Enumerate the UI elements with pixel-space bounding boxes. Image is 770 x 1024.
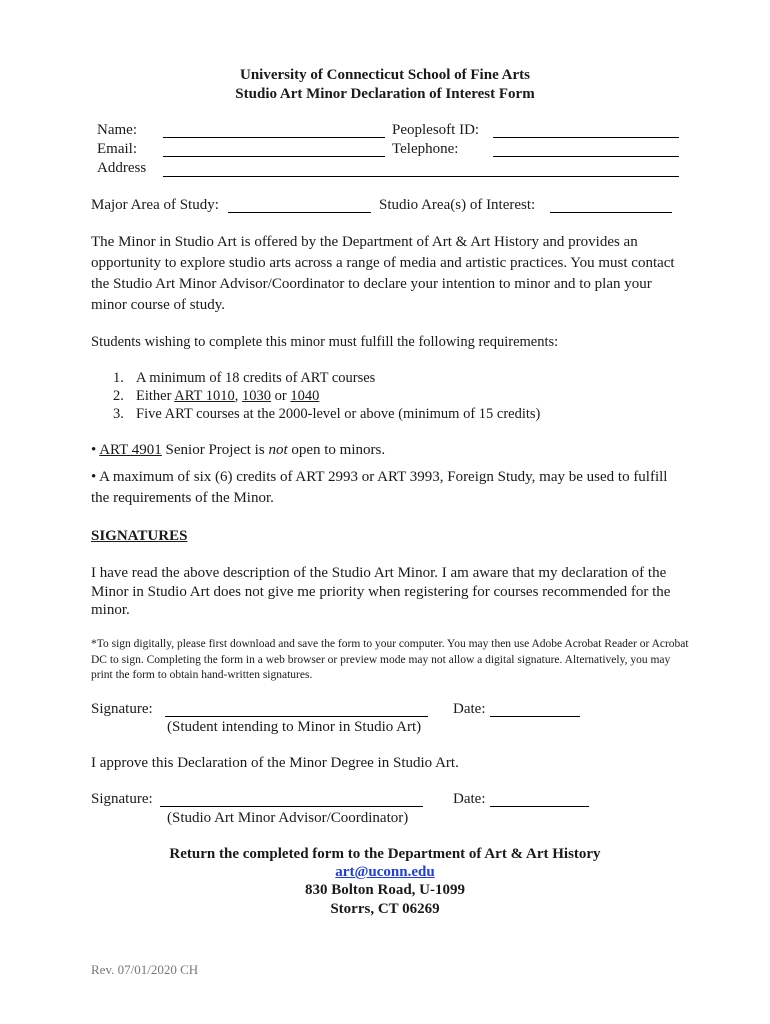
requirement-number: 2. [113, 388, 124, 404]
approval-statement: I approve this Declaration of the Minor Degree in Studio Art. [91, 755, 459, 771]
major-label: Major Area of Study: [91, 197, 219, 213]
advisor-signature-label: Signature: [91, 791, 153, 807]
student-signature-label: Signature: [91, 701, 153, 717]
email-field[interactable] [163, 156, 385, 157]
note-bullet-2: • A maximum of six (6) credits of ART 2993 or ART 3993, Foreign Study, may be used to fulfill the requirements of the Minor. [91, 469, 668, 506]
student-date-field[interactable] [490, 716, 580, 717]
student-signature-caption: (Student intending to Minor in Studio Art) [167, 719, 422, 735]
email-label: Email: [97, 141, 137, 157]
digital-signature-note: *To sign digitally, please first download and save the form to your computer. You may then use Adobe Acrobat Reader or Acrobat DC to sign. Completing the form in a web browser or preview mode may not allow a digital signature. Alternatively, you may print the form to obtain hand-written signatures. [91, 638, 689, 681]
note-emphasis: not [268, 442, 288, 458]
requirement-text: Either [136, 388, 175, 404]
note-text: Senior Project is [161, 442, 269, 458]
name-field[interactable] [163, 137, 385, 138]
note-bullet-1 [91, 442, 385, 459]
requirement-number: 3. [113, 406, 124, 422]
signature-statement: I have read the above description of the Studio Art Minor. I am aware that my declaration of the Minor in Studio Art does not give me priority when registering for courses recommended for the minor. [91, 565, 671, 618]
student-signature-field[interactable] [165, 716, 428, 717]
studio-area-field[interactable] [550, 212, 672, 213]
student-date-label: Date: [453, 701, 486, 717]
email-link[interactable]: art@uconn.edu [335, 864, 435, 880]
requirement-item [136, 388, 319, 405]
advisor-signature-field[interactable] [160, 806, 423, 807]
form-title-line1: University of Connecticut School of Fine Arts [240, 67, 530, 83]
requirement-item: A minimum of 18 credits of ART courses [136, 370, 376, 386]
art-1010-link[interactable]: ART 1010 [174, 388, 235, 404]
intro-paragraph: The Minor in Studio Art is offered by the Department of Art & Art History and provides an opportunity to explore studio arts across a range of media and artistic practices. You must contact the Studio Art Minor Advisor/Coordinator to declare your intention to minor and to plan your minor course of study. [91, 234, 675, 313]
telephone-label: Telephone: [392, 141, 459, 157]
return-instructions: Return the completed form to the Department of Art & Art History [169, 846, 601, 862]
advisor-date-label: Date: [453, 791, 486, 807]
address-line-1: 830 Bolton Road, U-1099 [304, 882, 465, 898]
address-field[interactable] [163, 176, 679, 177]
contact-email [0, 864, 770, 881]
requirement-number: 1. [113, 370, 124, 386]
requirement-item: Five ART courses at the 2000-level or above (minimum of 15 credits) [136, 406, 541, 422]
revision-footer: Rev. 07/01/2020 CH [91, 962, 199, 977]
or-text: or [271, 388, 291, 404]
art-1040-link[interactable]: 1040 [290, 388, 320, 404]
name-label: Name: [97, 122, 137, 138]
major-field[interactable] [228, 212, 371, 213]
advisor-signature-caption: (Studio Art Minor Advisor/Coordinator) [167, 810, 409, 826]
bullet-glyph: • [91, 442, 97, 458]
requirements-intro: Students wishing to complete this minor must fulfill the following requirements: [91, 334, 559, 350]
signatures-heading: SIGNATURES [91, 528, 188, 544]
form-title-line2: Studio Art Minor Declaration of Interest Form [235, 86, 535, 102]
separator-text: , [234, 388, 243, 404]
art-4901-link[interactable]: ART 4901 [99, 442, 162, 458]
peoplesoft-field[interactable] [493, 137, 679, 138]
note-text: open to minors. [287, 442, 386, 458]
art-1030-link[interactable]: 1030 [242, 388, 272, 404]
advisor-date-field[interactable] [490, 806, 589, 807]
studio-area-label: Studio Area(s) of Interest: [379, 197, 536, 213]
peoplesoft-label: Peoplesoft ID: [392, 122, 480, 138]
address-line-2: Storrs, CT 06269 [330, 901, 440, 917]
address-label: Address [97, 160, 147, 176]
telephone-field[interactable] [493, 156, 679, 157]
